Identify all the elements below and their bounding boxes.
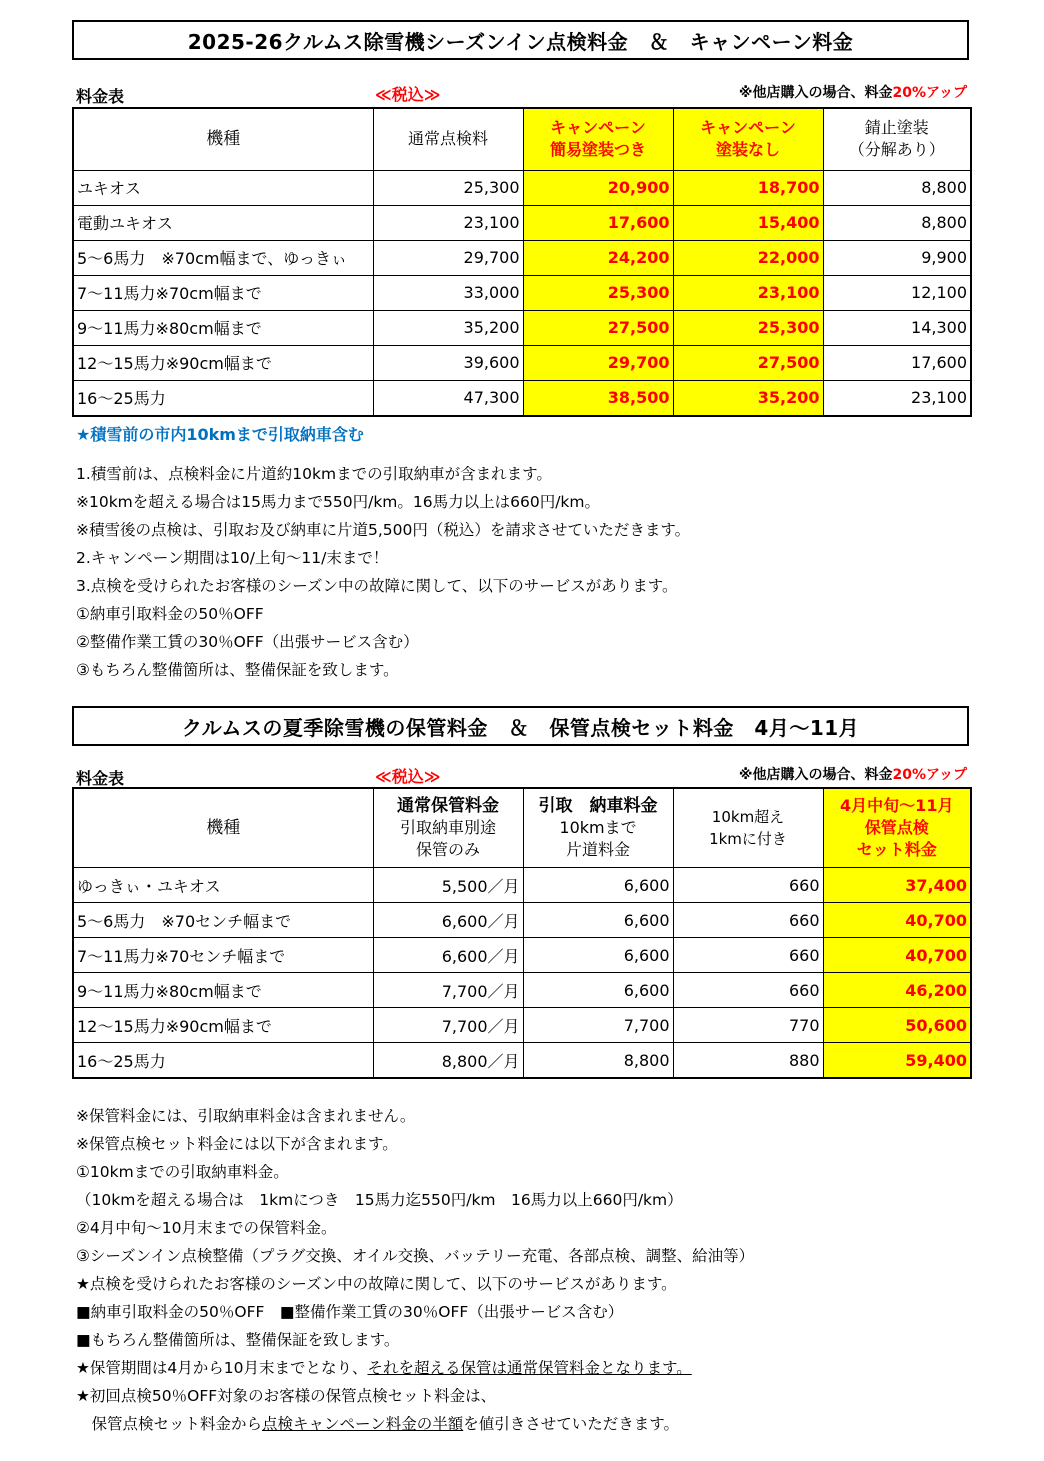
note-line: ②整備作業工賃の30％OFF（出張サービス含む） bbox=[76, 633, 419, 651]
section2-other-store-note: ※他店購入の場合、料金20%アップ bbox=[738, 767, 967, 783]
table-row bbox=[73, 973, 971, 1008]
pickup-price-cell: 7,700 bbox=[523, 1008, 673, 1043]
campaign-nopaint-price-cell: 22,000 bbox=[673, 240, 823, 275]
table-row bbox=[73, 275, 971, 310]
model-cell: 7～11馬力※70cm幅まで bbox=[73, 275, 373, 310]
table-row bbox=[73, 1008, 971, 1043]
over-km-price-cell: 880 bbox=[673, 1043, 823, 1079]
section1-table-label: 料金表 bbox=[76, 87, 125, 106]
rust-price-cell: 12,100 bbox=[823, 275, 971, 310]
inspection-price-table bbox=[72, 107, 972, 417]
storage-price-cell: 8,800／月 bbox=[373, 1043, 523, 1079]
section2-table-label: 料金表 bbox=[76, 769, 125, 788]
table-header-row bbox=[73, 788, 971, 868]
campaign-nopaint-price-cell: 35,200 bbox=[673, 380, 823, 416]
table-row bbox=[73, 345, 971, 380]
table-row bbox=[73, 170, 971, 205]
over-km-price-cell: 660 bbox=[673, 903, 823, 938]
model-cell: 7～11馬力※70センチ幅まで bbox=[73, 938, 373, 973]
storage-period-note: ★保管期間は4月から10月末までとなり、それを超える保管は通常保管料金となります。 bbox=[76, 1359, 692, 1377]
header-regular: 通常点検料 bbox=[373, 108, 523, 170]
header-over: 10km超え 1kmに付き bbox=[673, 788, 823, 868]
first-inspection-note: ★初回点検50％OFF対象のお客様の保管点検セット料金は、 bbox=[76, 1387, 497, 1405]
campaign-paint-price-cell: 38,500 bbox=[523, 380, 673, 416]
pickup-price-cell: 8,800 bbox=[523, 1043, 673, 1079]
header-pickup: 引取 納車料金 10kmまで 片道料金 bbox=[523, 788, 673, 868]
model-cell: 9～11馬力※80cm幅まで bbox=[73, 310, 373, 345]
rust-price-cell: 23,100 bbox=[823, 380, 971, 416]
set-price-cell: 37,400 bbox=[823, 868, 971, 903]
campaign-paint-price-cell: 24,200 bbox=[523, 240, 673, 275]
header-campaign-paint: キャンペーン 簡易塗装つき bbox=[523, 108, 673, 170]
note-line: ②4月中旬～10月末までの保管料金。 bbox=[76, 1219, 337, 1237]
regular-price-cell: 29,700 bbox=[373, 240, 523, 275]
campaign-paint-price-cell: 17,600 bbox=[523, 205, 673, 240]
model-cell: 12～15馬力※90cm幅まで bbox=[73, 345, 373, 380]
model-cell: 電動ユキオス bbox=[73, 205, 373, 240]
model-cell: 5～6馬力 ※70センチ幅まで bbox=[73, 903, 373, 938]
table-row bbox=[73, 1043, 971, 1079]
model-cell: 9～11馬力※80cm幅まで bbox=[73, 973, 373, 1008]
rust-price-cell: 9,900 bbox=[823, 240, 971, 275]
campaign-nopaint-price-cell: 15,400 bbox=[673, 205, 823, 240]
note-line: ■もちろん整備箇所は、整備保証を致します。 bbox=[76, 1331, 400, 1349]
section2-title: クルムスの夏季除雪機の保管料金 ＆ 保管点検セット料金 4月～11月 bbox=[72, 706, 969, 746]
model-cell: 16～25馬力 bbox=[73, 380, 373, 416]
model-cell: 5～6馬力 ※70cm幅まで、ゆっきぃ bbox=[73, 240, 373, 275]
table-row bbox=[73, 205, 971, 240]
campaign-nopaint-price-cell: 27,500 bbox=[673, 345, 823, 380]
storage-price-table bbox=[72, 787, 972, 1079]
regular-price-cell: 39,600 bbox=[373, 345, 523, 380]
note-line: 2.キャンペーン期間は10/上旬～11/末まで！ bbox=[76, 549, 389, 567]
rust-price-cell: 14,300 bbox=[823, 310, 971, 345]
header-model: 機種 bbox=[73, 108, 373, 170]
section2-caption bbox=[72, 764, 969, 786]
note-line: （10kmを超える場合は 1kmにつき 15馬力迄550円/km 16馬力以上660円/km） bbox=[76, 1191, 683, 1209]
storage-price-cell: 6,600／月 bbox=[373, 938, 523, 973]
note-line: ①納車引取料金の50％OFF bbox=[76, 605, 264, 623]
note-line: ★点検を受けられたお客様のシーズン中の故障に関して、以下のサービスがあります。 bbox=[76, 1275, 677, 1293]
campaign-paint-price-cell: 25,300 bbox=[523, 275, 673, 310]
note-line: ※保管点検セット料金には以下が含まれます。 bbox=[76, 1135, 398, 1153]
campaign-nopaint-price-cell: 25,300 bbox=[673, 310, 823, 345]
header-set: 4月中旬～11月 保管点検 セット料金 bbox=[823, 788, 971, 868]
pickup-price-cell: 6,600 bbox=[523, 973, 673, 1008]
table-header-row bbox=[73, 108, 971, 170]
table-row bbox=[73, 240, 971, 275]
discount-note: 保管点検セット料金から点検キャンペーン料金の半額を値引きさせていただきます。 bbox=[76, 1415, 679, 1433]
rust-price-cell: 8,800 bbox=[823, 170, 971, 205]
model-cell: ゆっきぃ・ユキオス bbox=[73, 868, 373, 903]
storage-price-cell: 7,700／月 bbox=[373, 1008, 523, 1043]
header-storage: 通常保管料金 引取納車別途 保管のみ bbox=[373, 788, 523, 868]
rust-price-cell: 8,800 bbox=[823, 205, 971, 240]
table-row bbox=[73, 938, 971, 973]
regular-price-cell: 33,000 bbox=[373, 275, 523, 310]
section2-notes bbox=[76, 1102, 754, 1438]
note-line: 1.積雪前は、点検料金に片道約10kmまでの引取納車が含まれます。 bbox=[76, 465, 552, 483]
header-rust: 錆止塗装 （分解あり） bbox=[823, 108, 971, 170]
note-line: ※積雪後の点検は、引取お及び納車に片道5,500円（税込）を請求させていただきます。 bbox=[76, 521, 691, 539]
over-km-price-cell: 660 bbox=[673, 868, 823, 903]
header-campaign-nopaint: キャンペーン 塗装なし bbox=[673, 108, 823, 170]
table-row bbox=[73, 310, 971, 345]
model-cell: 12～15馬力※90cm幅まで bbox=[73, 1008, 373, 1043]
note-line: ③シーズンイン点検整備（プラグ交換、オイル交換、バッテリー充電、各部点検、調整、給油等） bbox=[76, 1247, 755, 1265]
regular-price-cell: 25,300 bbox=[373, 170, 523, 205]
pickup-price-cell: 6,600 bbox=[523, 938, 673, 973]
over-km-price-cell: 660 bbox=[673, 938, 823, 973]
campaign-nopaint-price-cell: 23,100 bbox=[673, 275, 823, 310]
model-cell: 16～25馬力 bbox=[73, 1043, 373, 1079]
campaign-paint-price-cell: 20,900 bbox=[523, 170, 673, 205]
section1-caption bbox=[72, 82, 969, 104]
header-model: 機種 bbox=[73, 788, 373, 868]
storage-price-cell: 5,500／月 bbox=[373, 868, 523, 903]
storage-price-cell: 7,700／月 bbox=[373, 973, 523, 1008]
set-price-cell: 59,400 bbox=[823, 1043, 971, 1079]
section1-title: 2025-26クルムス除雪機シーズンイン点検料金 ＆ キャンペーン料金 bbox=[72, 20, 969, 60]
storage-price-cell: 6,600／月 bbox=[373, 903, 523, 938]
set-price-cell: 46,200 bbox=[823, 973, 971, 1008]
regular-price-cell: 23,100 bbox=[373, 205, 523, 240]
set-price-cell: 40,700 bbox=[823, 938, 971, 973]
campaign-paint-price-cell: 29,700 bbox=[523, 345, 673, 380]
regular-price-cell: 47,300 bbox=[373, 380, 523, 416]
note-line: ■納車引取料金の50％OFF ■整備作業工賃の30％OFF（出張サービス含む） bbox=[76, 1303, 624, 1321]
table-row bbox=[73, 903, 971, 938]
over-km-price-cell: 660 bbox=[673, 973, 823, 1008]
section1-other-store-note: ※他店購入の場合、料金20%アップ bbox=[738, 85, 967, 101]
note-line: ※10kmを超える場合は15馬力まで550円/km。16馬力以上は660円/km。 bbox=[76, 493, 600, 511]
set-price-cell: 40,700 bbox=[823, 903, 971, 938]
note-line: ③もちろん整備箇所は、整備保証を致します。 bbox=[76, 661, 399, 679]
campaign-nopaint-price-cell: 18,700 bbox=[673, 170, 823, 205]
section2-tax-label: ≪税込≫ bbox=[375, 767, 441, 786]
section1-blue-note: ★積雪前の市内10kmまで引取納車含む bbox=[76, 425, 364, 444]
note-line: ①10kmまでの引取納車料金。 bbox=[76, 1163, 289, 1181]
regular-price-cell: 35,200 bbox=[373, 310, 523, 345]
rust-price-cell: 17,600 bbox=[823, 345, 971, 380]
set-price-cell: 50,600 bbox=[823, 1008, 971, 1043]
over-km-price-cell: 770 bbox=[673, 1008, 823, 1043]
pickup-price-cell: 6,600 bbox=[523, 868, 673, 903]
model-cell: ユキオス bbox=[73, 170, 373, 205]
section1-tax-label: ≪税込≫ bbox=[375, 85, 441, 104]
note-line: ※保管料金には、引取納車料金は含まれません。 bbox=[76, 1107, 416, 1125]
note-line: 3.点検を受けられたお客様のシーズン中の故障に関して、以下のサービスがあります。 bbox=[76, 577, 678, 595]
section1-notes bbox=[76, 460, 690, 684]
pickup-price-cell: 6,600 bbox=[523, 903, 673, 938]
table-row bbox=[73, 868, 971, 903]
campaign-paint-price-cell: 27,500 bbox=[523, 310, 673, 345]
table-row bbox=[73, 380, 971, 416]
